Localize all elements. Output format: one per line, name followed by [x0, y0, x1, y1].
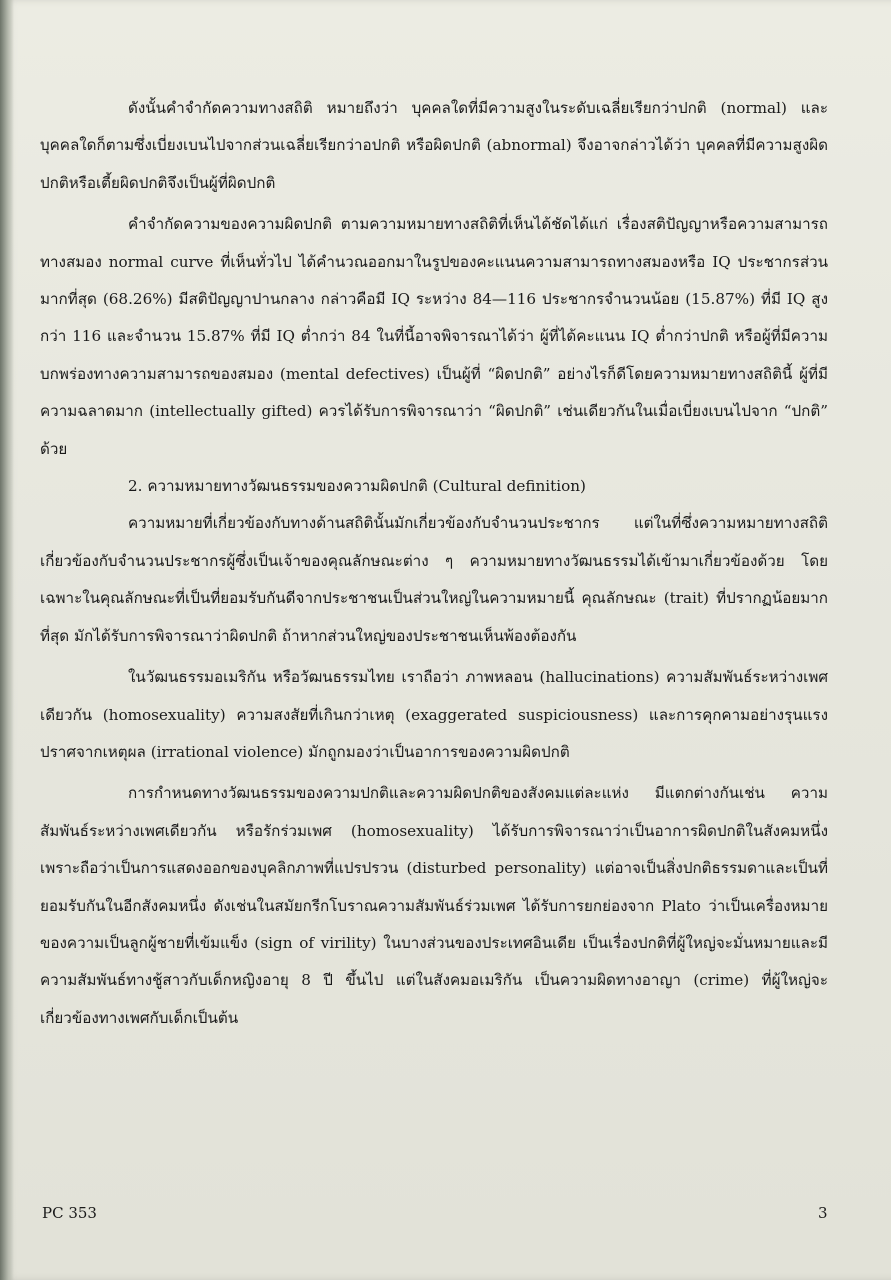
paragraph-intelligence-example: คำจำกัดความของความผิดปกติ ตามความหมายทางสถิติที่เห็นได้ชัดได้แก่ เรื่องสติปัญญาหรือความสามารถทางสมอง normal curve ที่เห็นทั่วไป ได้คำนวณออกมาในรูปของคะแนนความสามารถทางสมองหรือ IQ ประชากรส่วนมากที่สุด (68.26%) มีสติปัญญาปานกลาง กล่าวคือมี IQ ระหว่าง 84—116 ประชากรจำนวนน้อย (15.87%) ที่มี IQ สูงกว่า 116 และจำนวน 15.87% ที่มี IQ ต่ำกว่า 84 ในที่นี้อาจพิจารณาได้ว่า ผู้ที่ได้คะแนน IQ ต่ำกว่าปกติ หรือผู้ที่มีความบกพร่องทางความสามารถของสมอง (mental defectives) เป็นผู้ที่ “ผิดปกติ” อย่างไรก็ดีโดยความหมายทางสถิตินี้ ผู้ที่มีความฉลาดมาก (intellectually gifted) ควรได้รับการพิจารณาว่า “ผิดปกติ” เช่นเดียวกันในเมื่อเบี่ยงเบนไปจาก “ปกติ” ด้วย	[40, 215, 828, 458]
paragraph-american-thai-culture: ในวัฒนธรรมอเมริกัน หรือวัฒนธรรมไทย เราถือว่า ภาพหลอน (hallucinations) ความสัมพันธ์ระหว่างเพศเดียวกัน (homosexuality) ความสงสัยที่เกินกว่าเหตุ (exaggerated suspiciousness) และการคุกคามอย่างรุนแรงปราศจากเหตุผล (irrational violence) มักถูกมองว่าเป็นอาการของความผิดปกติ	[40, 668, 828, 761]
paragraph-cultural-differences: การกำหนดทางวัฒนธรรมของความปกติและความผิดปกติของสังคมแต่ละแห่ง มีแตกต่างกันเช่น ความสัมพันธ์ระหว่างเพศเดียวกัน หรือรักร่วมเพศ (homosexuality) ได้รับการพิจารณาว่าเป็นอาการผิดปกติในสังคมหนึ่ง เพราะถือว่าเป็นการแสดงออกของบุคลิกภาพที่แปรปรวน (disturbed personality) แต่อาจเป็นสิ่งปกติธรรมดาและเป็นที่ยอมรับกันในอีกสังคมหนึ่ง ดังเช่นในสมัยกรีกโบราณความสัมพันธ์ร่วมเพศ ได้รับการยกย่องจาก Plato ว่าเป็นเครื่องหมายของความเป็นลูกผู้ชายที่เข้มแข็ง (sign of virility) ในบางส่วนของประเทศอินเดีย เป็นเรื่องปกติที่ผู้ใหญ่จะมั่นหมายและมีความสัมพันธ์ทางชู้สาวกับเด็กหญิงอายุ 8 ปี ขึ้นไป แต่ในสังคมอเมริกัน เป็นความผิดทางอาญา (crime) ที่ผู้ใหญ่จะเกี่ยวข้องทางเพศกับเด็กเป็นต้น	[40, 784, 828, 1027]
paragraph-statistical-definition: ดังนั้นคำจำกัดความทางสถิติ หมายถึงว่า บุคคลใดที่มีความสูงในระดับเฉลี่ยเรียกว่าปกติ (normal) และบุคคลใดก็ตามซึ่งเบี่ยงเบนไปจากส่วนเฉลี่ยเรียกว่าอปกติ หรือผิดปกติ (abnormal) จึงอาจกล่าวได้ว่า บุคคลที่มีความสูงผิดปกติหรือเตี้ยผิดปกติจึงเป็นผู้ที่ผิดปกติ	[40, 99, 828, 192]
page-edge-shadow	[0, 0, 14, 1280]
section-heading-cultural-definition: 2. ความหมายทางวัฒนธรรมของความผิดปกติ (Cultural definition)	[128, 477, 586, 496]
course-code: PC 353	[42, 1204, 97, 1222]
paragraph-cultural-meaning: ความหมายที่เกี่ยวข้องกับทางด้านสถิตินั้นมักเกี่ยวข้องกับจำนวนประชากร แต่ในที่ซึ่งความหมายทางสถิติเกี่ยวข้องกับจำนวนประชากรผู้ซึ่งเป็นเจ้าของคุณลักษณะต่าง ๆ ความหมายทางวัฒนธรรมได้เข้ามาเกี่ยวข้องด้วย โดยเฉพาะในคุณลักษณะที่เป็นที่ยอมรับกันดีจากประชาชนเป็นส่วนใหญ่ในความหมายนี้ คุณลักษณะ (trait) ที่ปรากฏน้อยมากที่สุด มักได้รับการพิจารณาว่าผิดปกติ ถ้าหากส่วนใหญ่ของประชาชนเห็นพ้องต้องกัน	[40, 514, 828, 645]
page-number: 3	[818, 1204, 828, 1222]
body-text	[40, 90, 828, 1037]
